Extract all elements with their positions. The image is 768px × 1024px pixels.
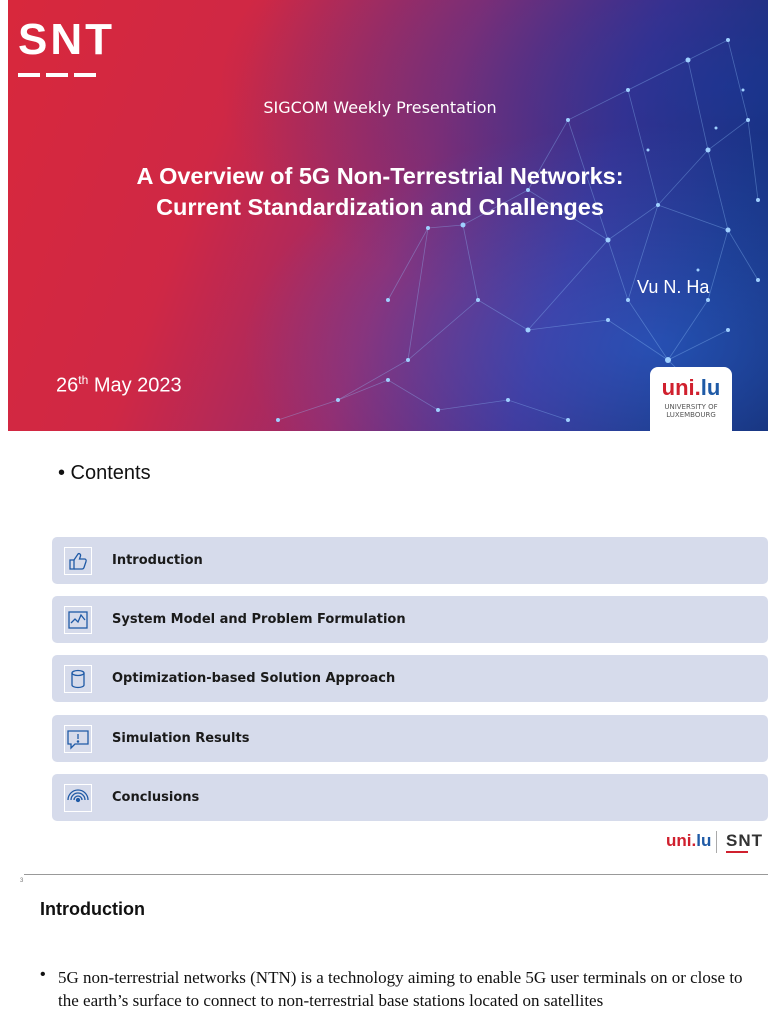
bullet-text: 5G non-terrestrial networks (NTN) is a technology aiming to enable 5G user terminals on or close to the earth’s surface to connect to non-terrestrial base stations located on satellites: [58, 968, 743, 1010]
alert-message-icon: [64, 725, 92, 753]
footer-logos: [666, 831, 763, 853]
footer-logo-separator: [716, 831, 717, 853]
footer-snt-bar: [726, 851, 748, 853]
slide-title: [8, 161, 752, 223]
presentation-date: [56, 373, 182, 398]
footer-snt-logo: SNT: [726, 831, 763, 850]
snt-logo: SNT: [18, 15, 115, 64]
contents-item-label: Optimization-based Solution Approach: [112, 671, 396, 686]
broadcast-icon: [64, 784, 92, 812]
introduction-heading: Introduction: [40, 899, 145, 919]
thumbs-up-icon: [64, 547, 92, 575]
date-rest: May 2023: [88, 374, 182, 397]
date-suffix: th: [78, 373, 89, 387]
snt-logo-bars: [18, 73, 96, 77]
contents-item-optimization[interactable]: [52, 655, 768, 702]
slide-title-line-1: A Overview of 5G Non-Terrestrial Networks:: [136, 163, 624, 189]
contents-heading: • Contents: [58, 462, 151, 484]
unilu-caption: UNIVERSITY OF LUXEMBOURG: [664, 403, 718, 419]
contents-item-label: Simulation Results: [112, 731, 250, 746]
contents-item-label: Conclusions: [112, 790, 200, 805]
contents-item-simulation[interactable]: [52, 715, 768, 762]
contents-item-introduction[interactable]: [52, 537, 768, 584]
title-slide: [8, 0, 768, 431]
contents-item-conclusions[interactable]: [52, 774, 768, 821]
contents-item-system-model[interactable]: [52, 596, 768, 643]
chart-line-icon: [64, 606, 92, 634]
slide-number: 3: [20, 878, 24, 884]
date-day: 26: [56, 374, 79, 397]
contents-item-label: System Model and Problem Formulation: [112, 612, 406, 627]
contents-item-label: Introduction: [112, 553, 203, 568]
footer-unilu-logo: uni.lu: [666, 831, 712, 850]
slide-subtitle: SIGCOM Weekly Presentation: [263, 98, 497, 117]
slide-title-line-2: Current Standardization and Challenges: [156, 194, 604, 220]
slide-divider: [24, 874, 768, 875]
database-icon: [64, 665, 92, 693]
author-name: Vu N. Ha: [637, 277, 710, 297]
bullet-marker: •: [40, 966, 46, 983]
university-logo-badge: [650, 367, 732, 431]
unilu-wordmark: uni.lu: [661, 375, 721, 400]
